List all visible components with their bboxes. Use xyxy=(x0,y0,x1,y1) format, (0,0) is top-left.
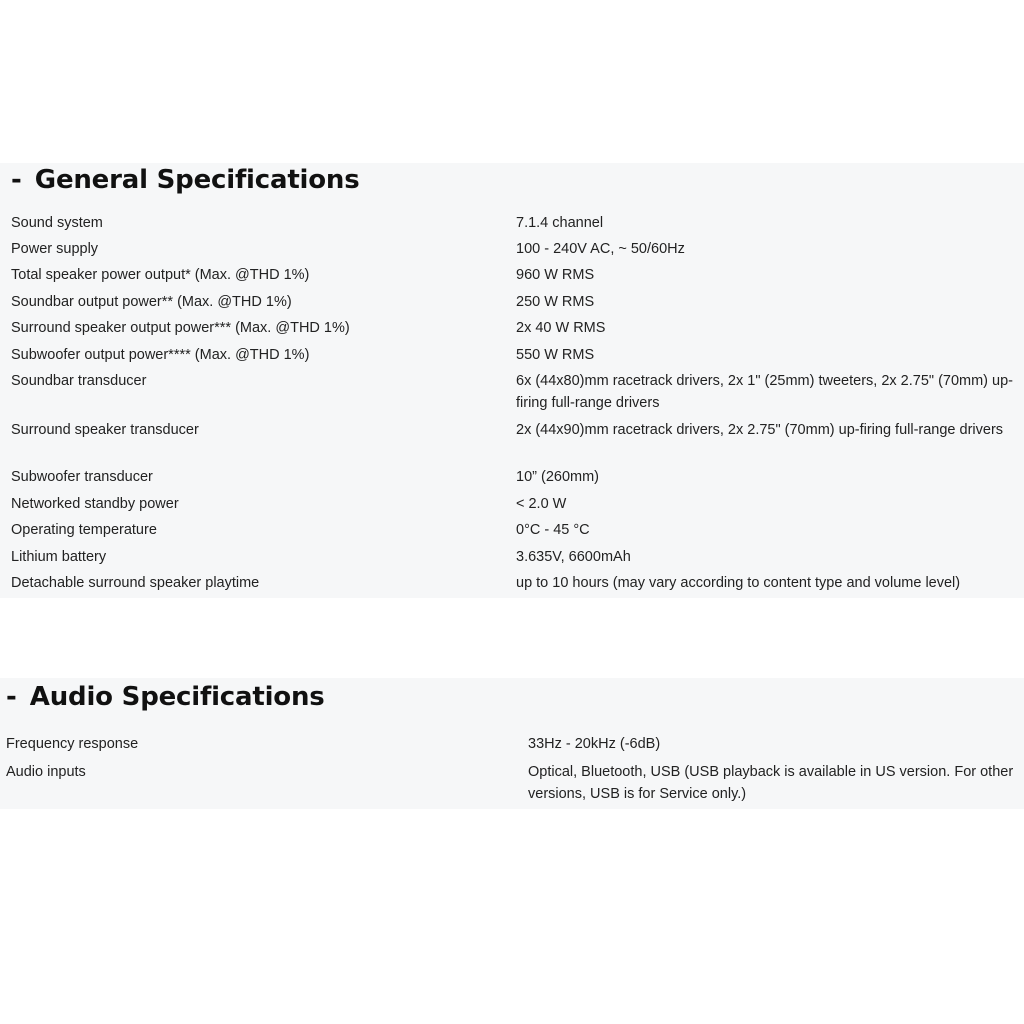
spec-label: Detachable surround speaker playtime xyxy=(11,575,260,591)
spec-label: Operating temperature xyxy=(11,522,157,538)
audio-specifications-section xyxy=(0,678,1024,809)
spec-value: < 2.0 W xyxy=(516,496,567,512)
audio-specifications-header[interactable] xyxy=(6,680,325,714)
spec-label: Networked standby power xyxy=(11,496,179,512)
spec-label: Soundbar transducer xyxy=(11,373,147,389)
spec-label: Surround speaker output power*** (Max. @THD 1%) xyxy=(11,320,350,336)
spec-label: Subwoofer output power**** (Max. @THD 1%) xyxy=(11,347,310,363)
spec-value: 2x (44x90)mm racetrack drivers, 2x 2.75" (70mm) up-firing full-range drivers xyxy=(516,422,1004,438)
spec-label: Lithium battery xyxy=(11,549,107,565)
spec-label: Sound system xyxy=(11,215,103,231)
section-title-audio: Audio Specifications xyxy=(29,682,325,712)
spec-value: 10” (260mm) xyxy=(516,469,599,485)
spec-value: 100 - 240V AC, ~ 50/60Hz xyxy=(516,241,685,257)
collapse-minus-icon[interactable]: - xyxy=(6,682,17,712)
spec-value: up to 10 hours (may vary according to content type and volume level) xyxy=(516,575,961,591)
spec-label: Surround speaker transducer xyxy=(11,422,199,438)
spec-value: 6x (44x80)mm racetrack drivers, 2x 1" (25mm) tweeters, 2x 2.75" (70mm) up-firing full-range drivers xyxy=(516,373,1013,411)
spec-value: 250 W RMS xyxy=(516,294,595,310)
spec-label: Power supply xyxy=(11,241,99,257)
spec-value: 33Hz - 20kHz (-6dB) xyxy=(528,736,661,752)
spec-label: Frequency response xyxy=(6,736,139,752)
spec-value: 960 W RMS xyxy=(516,267,595,283)
collapse-minus-icon[interactable]: - xyxy=(11,165,22,195)
spec-value: Optical, Bluetooth, USB (USB playback is available in US version. For other versions, USB is for Service only.) xyxy=(528,764,1014,802)
spec-label: Audio inputs xyxy=(6,764,86,780)
spec-value: 550 W RMS xyxy=(516,347,595,363)
spec-value: 2x 40 W RMS xyxy=(516,320,606,336)
spec-label: Soundbar output power** (Max. @THD 1%) xyxy=(11,294,292,310)
general-specifications-section xyxy=(0,163,1024,598)
spec-value: 0°C - 45 °C xyxy=(516,522,590,538)
spec-label: Total speaker power output* (Max. @THD 1%) xyxy=(11,267,310,283)
section-title-general: General Specifications xyxy=(34,165,360,195)
spec-value: 7.1.4 channel xyxy=(516,215,604,231)
spec-label: Subwoofer transducer xyxy=(11,469,153,485)
general-specifications-header[interactable] xyxy=(11,163,360,197)
spec-value: 3.635V, 6600mAh xyxy=(516,549,631,565)
